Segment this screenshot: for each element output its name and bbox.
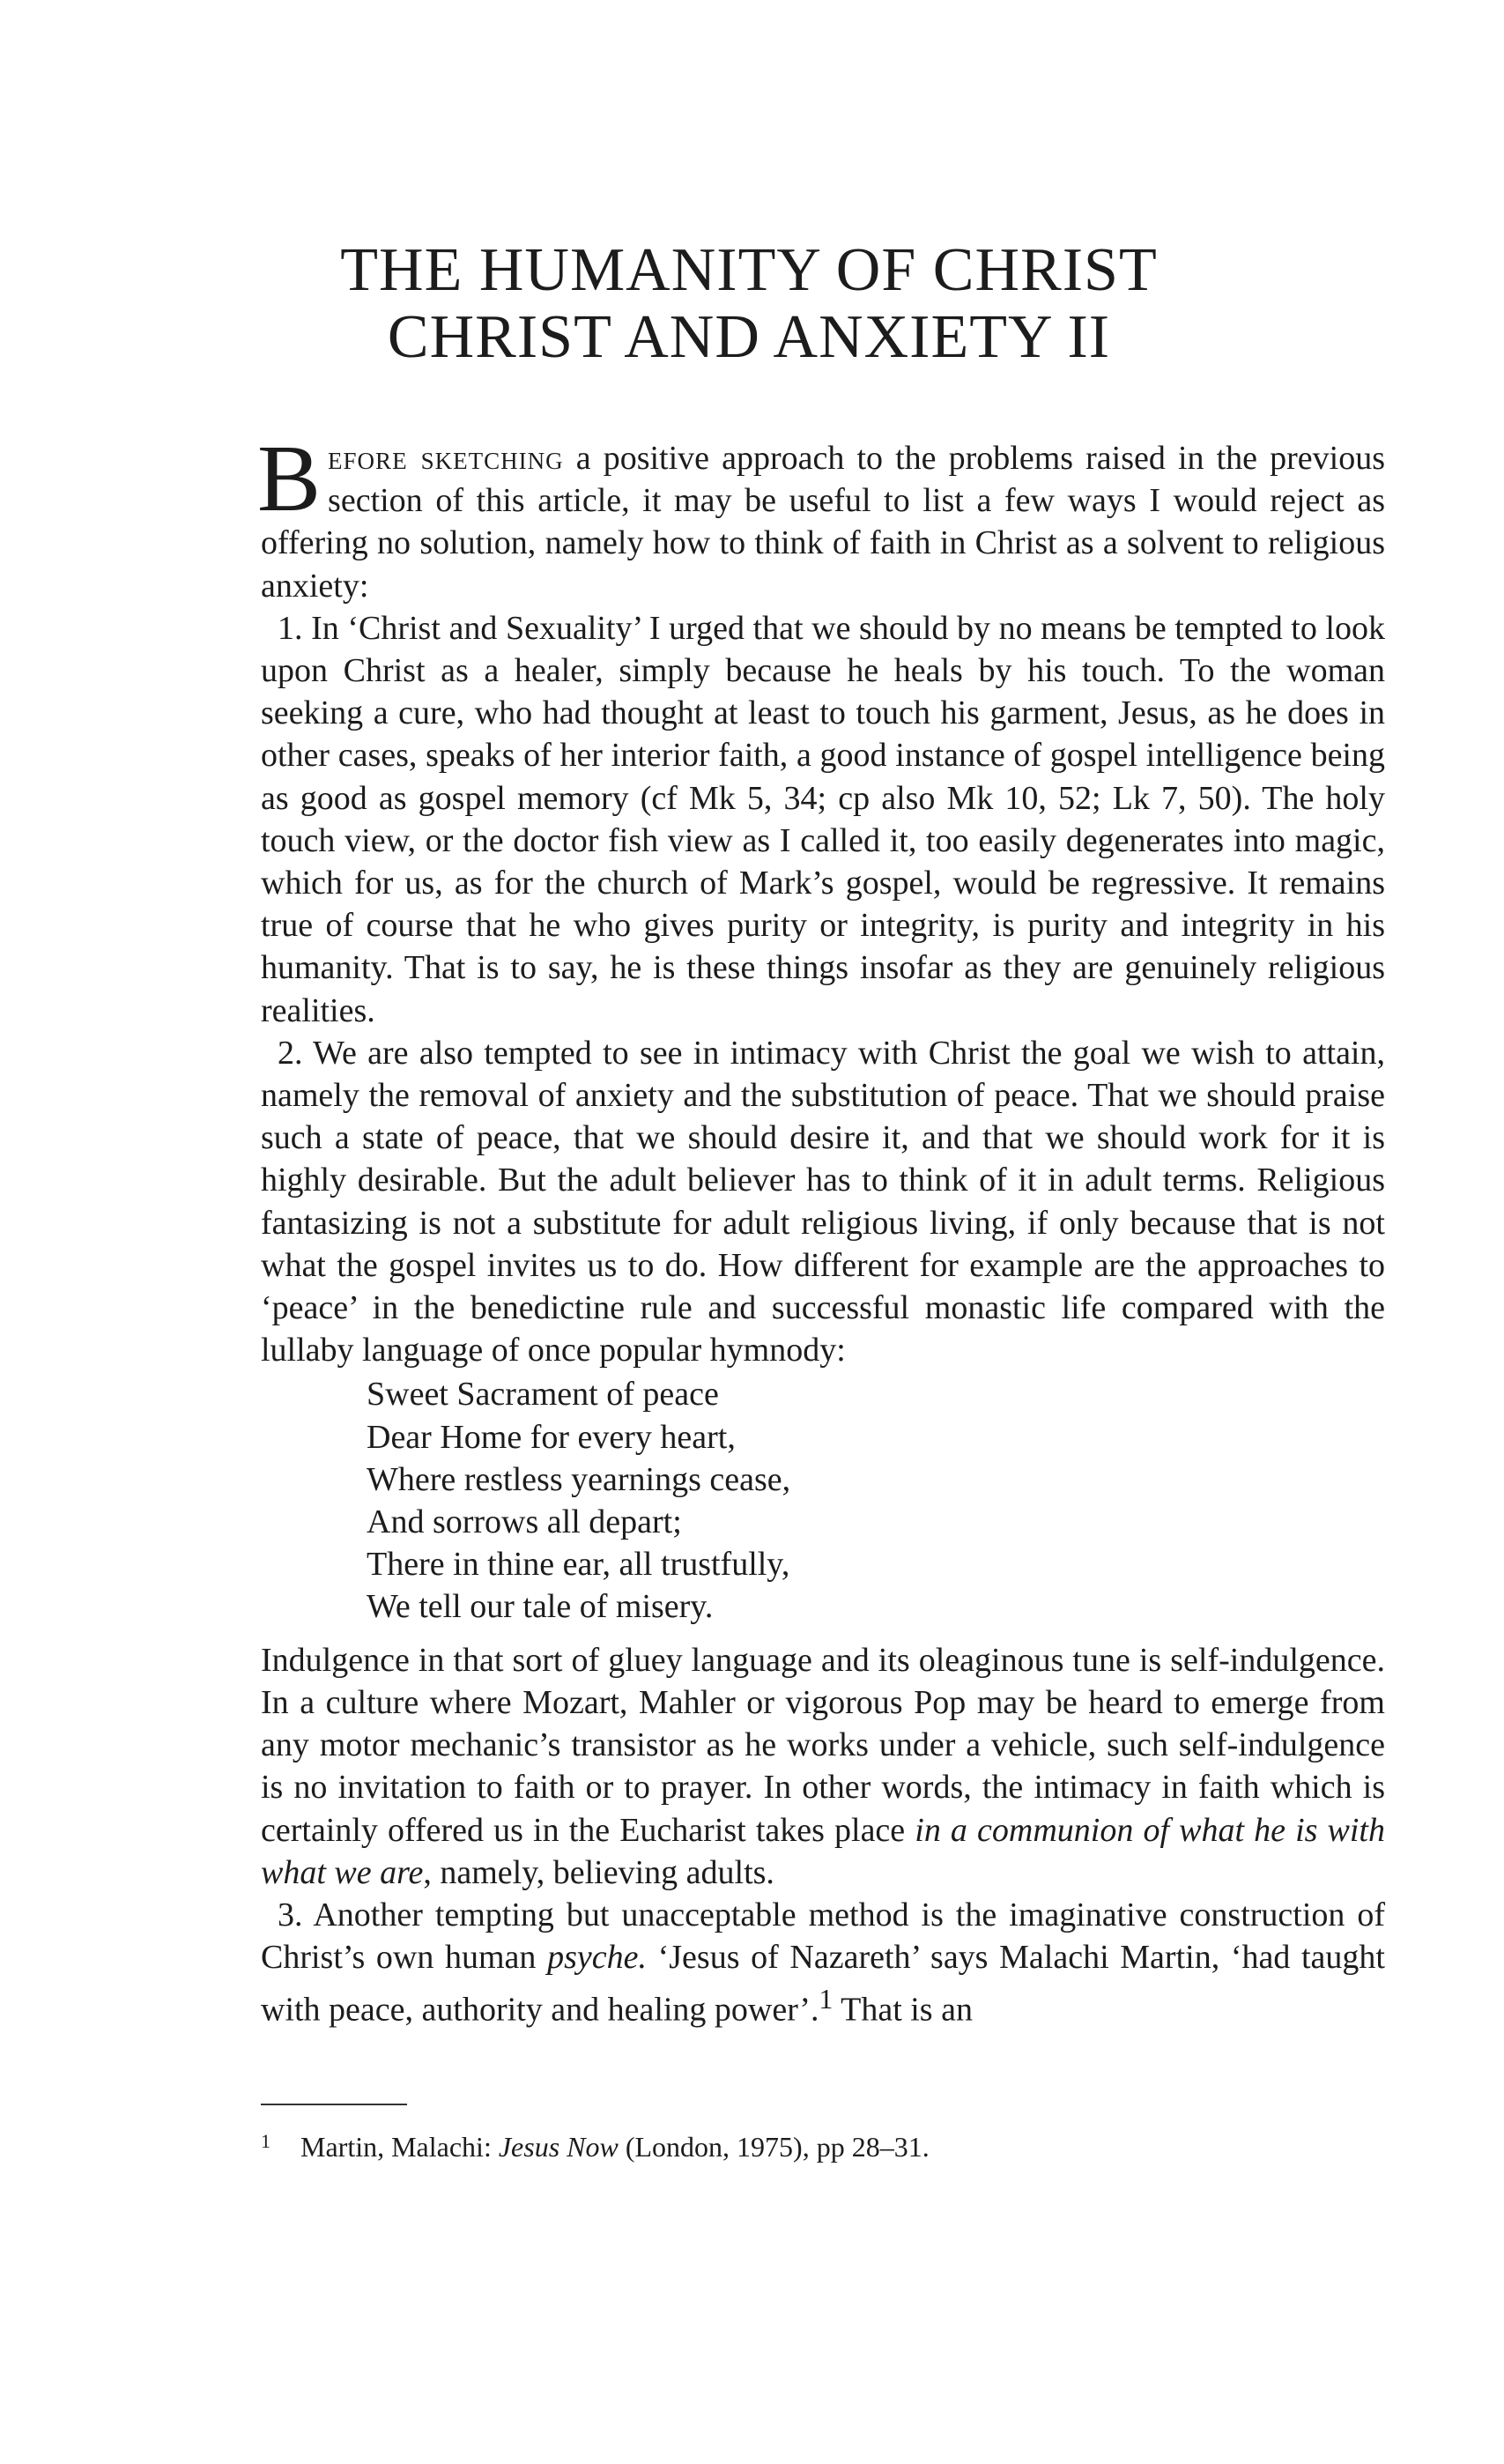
page-subtitle: CHRIST AND ANXIETY II [387, 303, 1111, 371]
hymn-quotation [367, 1373, 1385, 1628]
poem-line: We tell our tale of misery. [367, 1588, 714, 1626]
point-2-text: We are also tempted to see in intimacy with Christ the goal we wish to attain, namely the removal of anxiety and the substitution of peace. That we should praise such a state of peace, that we should desire it, and that we should work for it is highly desirable. But the adult believer has to think of it in adult terms. Religious fantasizing is not a substitute for adult religious living, if only because that is not what the gospel invites us to do. How different for example are the approaches to ‘peace’ in the benedictine rule and successful monastic life compared with the lullaby language of once popular hymnody: [261, 1034, 1385, 1369]
footnote-reference[interactable]: 1 [819, 1984, 833, 2015]
after-poem-text: Indulgence in that sort of gluey language and its oleaginous tune is self-indulgence. In a culture where Mozart, Mahler or vigorous Pop may be heard to emerge from any motor mechanic’s transistor as he works under a vehicle, such self-indulgence is no invitation to faith or to prayer. In other words, the intimacy in faith which is certainly offered us in the Eucharist takes place [261, 1641, 1385, 1849]
point-1-number: 1. [278, 609, 303, 647]
point-3-number: 3. [278, 1896, 303, 1933]
point-1-text: In ‘Christ and Sexuality’ I urged that we should by no means be tempted to look upon Christ as a healer, simply because he heals by his touch. To the woman seeking a cure, who had thought at least to touch his garment, Jesus, as he does in other cases, speaks of her interior faith, a good instance of gospel intelligence being as good as gospel memory (cf Mk 5, 34; cp also Mk 10, 52; Lk 7, 50). The holy touch view, or the doctor fish view as I called it, too easily degenerates into magic, which for us, as for the church of Mark’s gospel, would be regressive. It remains true of course that he who gives purity or integrity, is purity and integrity in his humanity. That is to say, he is these things insofar as they are genuinely religious realities. [261, 609, 1385, 1029]
poem-line: Sweet Sacrament of peace [367, 1376, 719, 1414]
footnote-italic: Jesus Now [498, 2131, 619, 2163]
point-1-paragraph [261, 607, 1385, 1032]
poem-line: There in thine ear, all trustfully, [367, 1546, 790, 1584]
point-3-text-c: That is an [833, 1991, 973, 2029]
after-poem-paragraph [261, 1639, 1385, 1894]
page-title: THE HUMANITY OF CHRIST [340, 236, 1158, 304]
point-3-italic: psyche. [547, 1939, 647, 1977]
poem-line: Where restless yearnings cease, [367, 1460, 791, 1498]
intro-text: a positive approach to the problems raised in the previous section of this article, it may be useful to list a few ways I would reject as offering no solution, namely how to think of faith in Christ as a solvent to religious anxiety: [261, 440, 1385, 605]
intro-paragraph [257, 427, 1385, 607]
poem-line: And sorrows all depart; [367, 1503, 682, 1541]
footnote-divider [261, 2104, 407, 2105]
point-2-number: 2. [278, 1034, 303, 1072]
after-poem-italic: in a communion of what he is with what we are [261, 1811, 1385, 1891]
footnote-mark: 1 [261, 2130, 270, 2152]
footnote [261, 2124, 1385, 2164]
footnote-text-b: (London, 1975), pp 28–31. [618, 2131, 930, 2163]
point-3-text-a: Another tempting but unacceptable method is the imaginative construction of Christ’s own human [261, 1896, 1385, 1977]
point-2-paragraph [261, 1032, 1385, 1372]
footnote-text-a: Martin, Malachi: [300, 2131, 499, 2163]
after-poem-tail: , namely, believing adults. [423, 1853, 774, 1891]
intro-smallcaps: efore sketching [328, 440, 564, 477]
poem-line: Dear Home for every heart, [367, 1418, 736, 1456]
point-3-text-b: ‘Jesus of Nazareth’ says Malachi Martin, ‘had taught with peace, authority and healing power’. [261, 1939, 1385, 2029]
article-body [257, 427, 1385, 2031]
drop-cap: B [257, 427, 322, 531]
point-3-paragraph [261, 1894, 1385, 2031]
